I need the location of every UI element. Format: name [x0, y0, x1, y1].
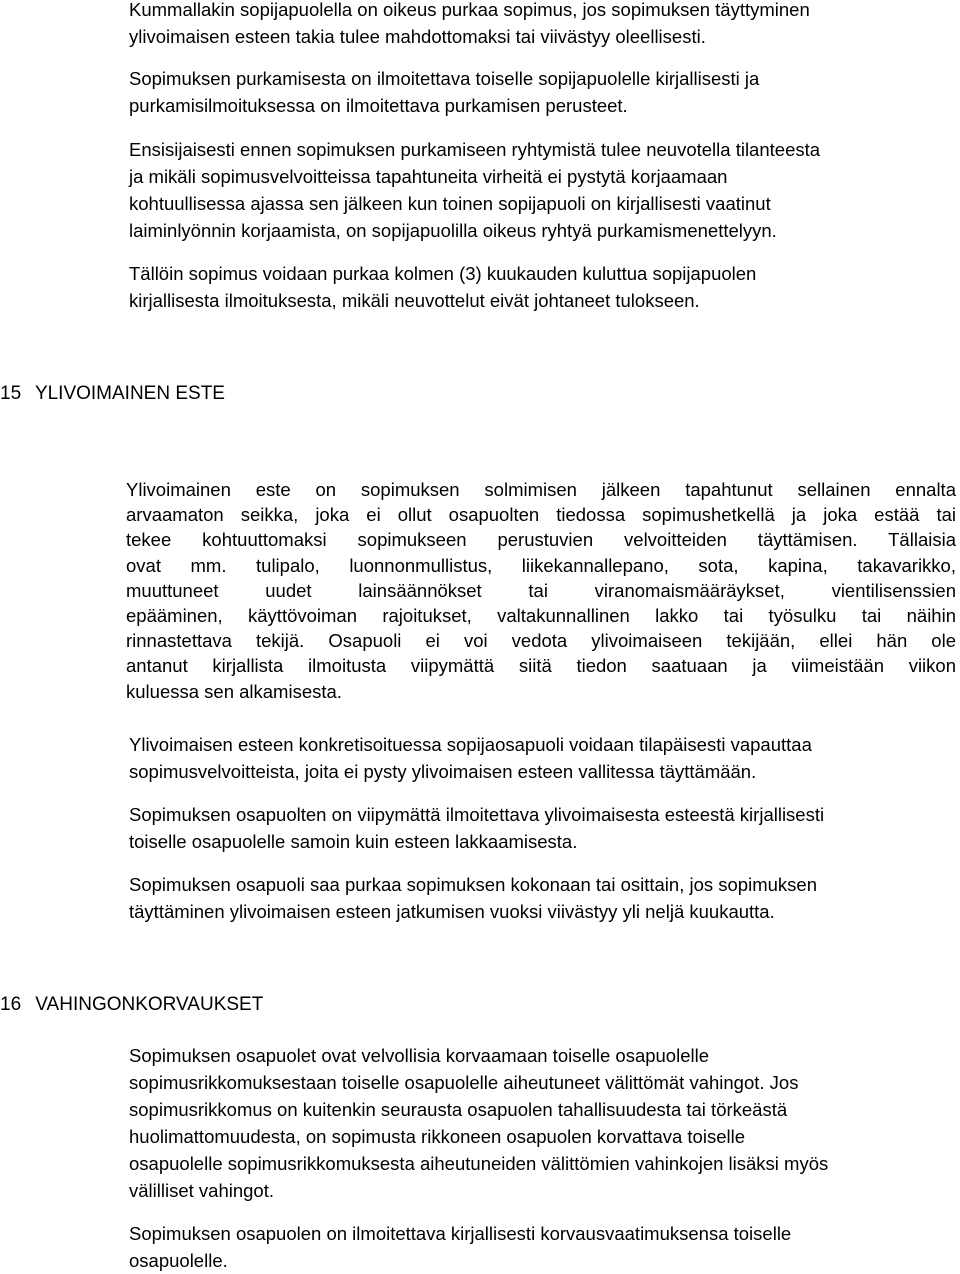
text-line: Sopimuksen osapuolet ovat velvollisia korvaamaan toiselle osapuolelle — [129, 1045, 710, 1066]
text-line: rinnastettava tekijä. Osapuoli ei voi vedota ylivoimaiseen tekijään, ellei hän ole — [126, 630, 956, 652]
text-line: tekee kohtuuttomaksi sopimukseen perustuvien velvoitteiden täyttämisen. Tällaisia — [126, 529, 956, 551]
text-line: Sopimuksen osapuoli saa purkaa sopimuksen kokonaan tai osittain, jos sopimuksen — [129, 874, 817, 895]
section-heading-15 — [0, 383, 225, 405]
paragraph-negotiation-first — [129, 136, 925, 244]
text-line: kohtuullisessa ajassa sen jälkeen kun toinen sopijapuoli on kirjallisesti vaatinut — [129, 193, 771, 214]
text-line: kirjallisesta ilmoituksesta, mikäli neuvottelut eivät johtaneet tulokseen. — [129, 290, 700, 311]
text-line: laiminlyönnin korjaamista, on sopijapuolilla oikeus ryhtyä purkamismenettelyyn. — [129, 220, 777, 241]
text-line: huolimattomuudesta, on sopimusta rikkoneen osapuolen korvattava toiselle — [129, 1126, 746, 1147]
text-line: muuttuneet uudet lainsäännökset tai viranomaismääräykset, vientilisenssien — [126, 579, 956, 601]
paragraph-termination-notice — [129, 65, 925, 119]
paragraph-termination-delay — [129, 871, 925, 925]
text-line: osapuolelle sopimusrikkomuksesta aiheutuneiden välittömien vahinkojen lisäksi myös — [129, 1153, 829, 1174]
text-line: kuluessa sen alkamisesta. — [126, 680, 342, 702]
text-line: ylivoimaisen esteen takia tulee mahdottomaksi tai viivästyy oleellisesti. — [129, 26, 706, 47]
paragraph-claim-notice — [129, 1220, 925, 1274]
text-line: epääminen, käyttövoiman rajoitukset, valtakunnallinen lakko tai työsulku tai näihin — [126, 605, 956, 627]
text-line: ja mikäli sopimusvelvoitteissa tapahtuneita virheitä ei pystytä korjaamaan — [129, 166, 728, 187]
text-line: sopimusrikkomuksestaan toiselle osapuolelle aiheutuneet välittömät vahingot. Jos — [129, 1072, 799, 1093]
text-line: ovat mm. tulipalo, luonnonmullistus, liikekannallepano, sota, kapina, takavarikko, — [126, 554, 956, 576]
text-line: Sopimuksen osapuolen on ilmoitettava kirjallisesti korvausvaatimuksensa toiselle — [129, 1223, 792, 1244]
text-line: Sopimuksen osapuolten on viipymättä ilmoitettava ylivoimaisesta esteestä kirjallisesti — [129, 804, 825, 825]
section-title: YLIVOIMAINEN ESTE — [34, 383, 225, 404]
text-line: täyttäminen ylivoimaisen esteen jatkumisen vuoksi viivästyy yli neljä kuukautta. — [129, 901, 775, 922]
text-line: sopimusrikkomus on kuitenkin seurausta osapuolen tahallisuudesta tai törkeästä — [129, 1099, 788, 1120]
text-line: Ylivoimaisen esteen konkretisoituessa sopijaosapuoli voidaan tilapäisesti vapauttaa — [129, 734, 812, 755]
text-line: toiselle osapuolelle samoin kuin esteen lakkaamisesta. — [129, 831, 578, 852]
text-line: Sopimuksen purkamisesta on ilmoitettava toiselle sopijapuolelle kirjallisesti ja — [129, 68, 760, 89]
text-line: purkamisilmoituksessa on ilmoitettava purkamisen perusteet. — [129, 95, 628, 116]
paragraph-termination-right — [129, 0, 925, 50]
section-title: VAHINGONKORVAUKSET — [35, 994, 264, 1015]
text-line: Kummallakin sopijapuolella on oikeus purkaa sopimus, jos sopimuksen täyttyminen — [129, 0, 810, 20]
paragraph-notification-duty — [129, 801, 925, 855]
paragraph-termination-period — [129, 260, 925, 314]
text-line: arvaamaton seikka, joka ei ollut osapuolten tiedossa sopimushetkellä ja joka estää tai — [126, 504, 956, 526]
paragraph-force-majeure-definition — [126, 477, 956, 704]
text-line: osapuolelle. — [129, 1250, 228, 1271]
paragraph-damages-liability — [129, 1042, 925, 1204]
section-number: 15 — [0, 383, 22, 404]
text-line: Tällöin sopimus voidaan purkaa kolmen (3) kuukauden kuluttua sopijapuolen — [129, 263, 757, 284]
section-heading-16 — [0, 994, 263, 1016]
section-number: 16 — [0, 994, 22, 1015]
text-line: sopimusvelvoitteista, joita ei pysty ylivoimaisen esteen vallitessa täyttämään. — [129, 761, 757, 782]
paragraph-temporary-release — [129, 731, 925, 785]
text-line: Ensisijaisesti ennen sopimuksen purkamiseen ryhtymistä tulee neuvotella tilanteesta — [129, 139, 821, 160]
text-line: antanut kirjallista ilmoitusta viipymättä siitä tiedon saatuaan ja viimeistään viikon — [126, 655, 956, 677]
text-line: Ylivoimainen este on sopimuksen solmimisen jälkeen tapahtunut sellainen ennalta — [126, 479, 956, 500]
text-line: välilliset vahingot. — [129, 1180, 274, 1201]
